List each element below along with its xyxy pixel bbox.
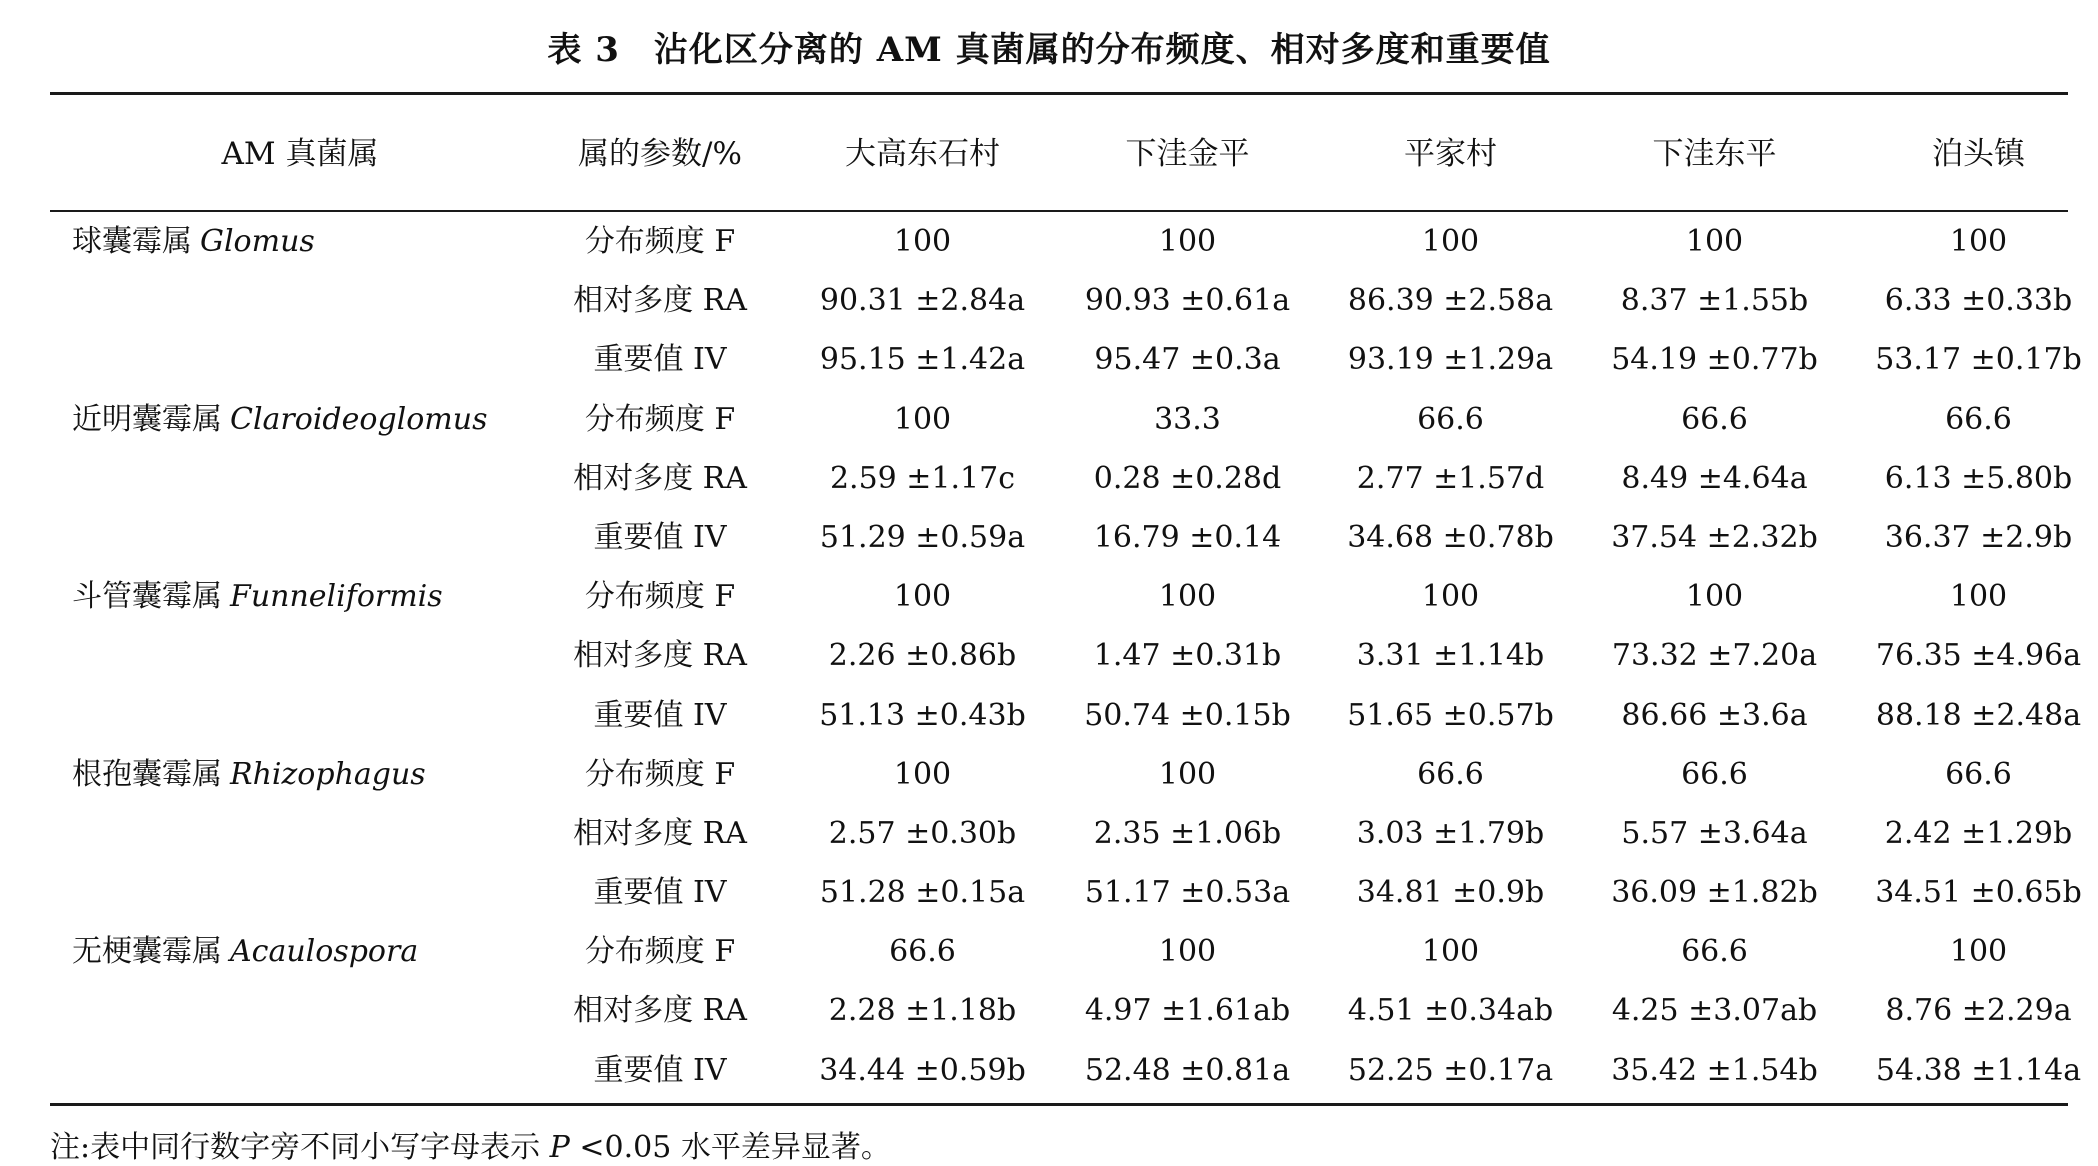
value-cell: 50.74 ±0.15b <box>1084 697 1291 733</box>
value-cell: 1.47 ±0.31b <box>1093 638 1282 674</box>
genus-name-latin: Glomus <box>200 224 315 259</box>
table-row <box>50 276 2073 335</box>
header-rule <box>50 210 2068 212</box>
genus-name-latin: Acaulospora <box>230 934 419 970</box>
value-cell: 86.39 ±2.58a <box>1347 283 1554 319</box>
header-site-2: 下洼金平 <box>1125 136 1250 172</box>
table-row <box>50 335 2082 394</box>
value-cell: 100 <box>1158 934 1217 970</box>
value-cell: 54.19 ±0.77b <box>1611 342 1818 378</box>
bottom-rule <box>50 1103 2068 1106</box>
genus-name-cn: 近明囊霉属 <box>72 401 222 437</box>
value-cell: 2.42 ±1.29b <box>1884 815 2073 851</box>
value-cell: 3.03 ±1.79b <box>1356 815 1545 851</box>
value-cell: 34.81 ±0.9b <box>1356 875 1545 911</box>
value-cell: 100 <box>1158 579 1217 615</box>
value-cell: 66.6 <box>1681 401 1748 437</box>
note-suffix: <0.05 水平差异显著。 <box>569 1130 891 1165</box>
value-cell: 66.6 <box>1945 756 2012 792</box>
top-rule <box>50 92 2068 95</box>
param-label: 相对多度 RA <box>573 283 747 319</box>
value-cell: 95.47 ±0.3a <box>1094 342 1281 378</box>
table-number: 表 3 <box>547 30 620 70</box>
value-cell: 8.37 ±1.55b <box>1620 283 1809 319</box>
param-label: 重要值 IV <box>593 342 727 378</box>
value-cell: 0.28 ±0.28d <box>1093 460 1282 496</box>
genus-name <box>72 217 315 276</box>
table-title: 沾化区分离的 AM 真菌属的分布频度、相对多度和重要值 <box>653 30 1551 70</box>
value-cell: 37.54 ±2.32b <box>1611 519 1818 555</box>
param-label: 相对多度 RA <box>573 993 747 1029</box>
param-label: 相对多度 RA <box>573 815 747 851</box>
table-note <box>50 1122 891 1166</box>
genus-name-latin: Funneliformis <box>230 579 443 615</box>
genus-name <box>72 572 443 631</box>
table-row <box>50 927 2068 986</box>
value-cell: 100 <box>1421 224 1480 259</box>
header-genus: AM 真菌属 <box>221 136 379 172</box>
value-cell: 66.6 <box>1681 756 1748 792</box>
value-cell: 95.15 ±1.42a <box>819 342 1026 378</box>
param-label: 分布频度 F <box>584 756 736 792</box>
table-row <box>50 986 2072 1045</box>
value-cell: 6.13 ±5.80b <box>1884 460 2073 496</box>
value-cell: 33.3 <box>1154 401 1221 437</box>
value-cell: 100 <box>1949 934 2008 970</box>
value-cell: 100 <box>893 401 952 437</box>
param-label: 分布频度 F <box>584 579 736 615</box>
value-cell: 2.59 ±1.17c <box>829 460 1016 496</box>
value-cell: 54.38 ±1.14a <box>1875 1052 2082 1088</box>
value-cell: 2.28 ±1.18b <box>828 993 1017 1029</box>
value-cell: 51.29 ±0.59a <box>819 519 1026 555</box>
param-label: 重要值 IV <box>593 1052 727 1088</box>
genus-name-cn: 根孢囊霉属 <box>72 756 222 792</box>
value-cell: 5.57 ±3.64a <box>1621 815 1808 851</box>
param-label: 分布频度 F <box>584 224 736 259</box>
value-cell: 51.65 ±0.57b <box>1347 697 1554 733</box>
value-cell: 100 <box>1158 756 1217 792</box>
value-cell: 51.13 ±0.43b <box>819 697 1026 733</box>
value-cell: 16.79 ±0.14 <box>1093 519 1282 555</box>
header-site-1: 大高东石村 <box>845 136 1000 172</box>
value-cell: 100 <box>893 579 952 615</box>
value-cell: 4.97 ±1.61ab <box>1084 993 1291 1029</box>
value-cell: 88.18 ±2.48a <box>1875 697 2082 733</box>
value-cell: 3.31 ±1.14b <box>1356 638 1545 674</box>
value-cell: 51.17 ±0.53a <box>1084 875 1291 911</box>
value-cell: 36.37 ±2.9b <box>1884 519 2073 555</box>
value-cell: 100 <box>1685 224 1744 259</box>
note-p-symbol: P <box>549 1130 570 1165</box>
value-cell: 2.77 ±1.57d <box>1356 460 1545 496</box>
table-row <box>50 809 2073 868</box>
value-cell: 52.25 ±0.17a <box>1347 1052 1554 1088</box>
value-cell: 76.35 ±4.96a <box>1875 638 2082 674</box>
value-cell: 100 <box>893 756 952 792</box>
value-cell: 8.76 ±2.29a <box>1885 993 2072 1029</box>
genus-name <box>72 395 487 454</box>
value-cell: 4.25 ±3.07ab <box>1611 993 1818 1029</box>
table-row <box>50 217 2068 276</box>
table-row <box>50 572 2068 631</box>
value-cell: 100 <box>1421 934 1480 970</box>
value-cell: 100 <box>1949 224 2008 259</box>
value-cell: 6.33 ±0.33b <box>1884 283 2073 319</box>
value-cell: 100 <box>1685 579 1744 615</box>
header-site-4: 下洼东平 <box>1652 136 1777 172</box>
value-cell: 86.66 ±3.6a <box>1621 697 1808 733</box>
value-cell: 2.26 ±0.86b <box>828 638 1017 674</box>
value-cell: 34.44 ±0.59b <box>819 1052 1026 1088</box>
value-cell: 36.09 ±1.82b <box>1611 875 1818 911</box>
value-cell: 66.6 <box>1417 401 1484 437</box>
param-label: 重要值 IV <box>593 519 727 555</box>
value-cell: 100 <box>893 224 952 259</box>
note-prefix: 注:表中同行数字旁不同小写字母表示 <box>50 1130 550 1165</box>
genus-name-latin: Rhizophagus <box>230 756 426 792</box>
value-cell: 73.32 ±7.20a <box>1611 638 1818 674</box>
value-cell: 34.51 ±0.65b <box>1875 875 2082 911</box>
table-row <box>50 513 2073 572</box>
value-cell: 2.57 ±0.30b <box>828 815 1017 851</box>
genus-name <box>72 750 426 809</box>
value-cell: 66.6 <box>1945 401 2012 437</box>
value-cell: 34.68 ±0.78b <box>1347 519 1554 555</box>
value-cell: 4.51 ±0.34ab <box>1347 993 1554 1029</box>
genus-name-latin: Claroideoglomus <box>230 401 488 437</box>
table-row <box>50 750 2068 809</box>
genus-name-cn: 斗管囊霉属 <box>72 579 222 615</box>
value-cell: 100 <box>1421 579 1480 615</box>
value-cell: 90.93 ±0.61a <box>1084 283 1291 319</box>
value-cell: 35.42 ±1.54b <box>1611 1052 1818 1088</box>
genus-name-cn: 球囊霉属 <box>72 224 192 259</box>
table-row <box>50 395 2068 454</box>
value-cell: 66.6 <box>889 934 956 970</box>
param-label: 分布频度 F <box>584 934 736 970</box>
table-row <box>50 1046 2082 1105</box>
value-cell: 8.49 ±4.64a <box>1621 460 1808 496</box>
value-cell: 52.48 ±0.81a <box>1084 1052 1291 1088</box>
table-row <box>50 868 2082 927</box>
table-row <box>50 691 2082 750</box>
table-row <box>50 631 2082 690</box>
table-row <box>50 454 2073 513</box>
value-cell: 53.17 ±0.17b <box>1875 342 2082 378</box>
param-label: 分布频度 F <box>584 401 736 437</box>
header-site-3: 平家村 <box>1404 136 1497 172</box>
value-cell: 93.19 ±1.29a <box>1347 342 1554 378</box>
value-cell: 100 <box>1158 224 1217 259</box>
param-label: 重要值 IV <box>593 875 727 911</box>
param-label: 相对多度 RA <box>573 460 747 496</box>
value-cell: 100 <box>1949 579 2008 615</box>
param-label: 重要值 IV <box>593 697 727 733</box>
genus-name-cn: 无梗囊霉属 <box>72 934 222 970</box>
genus-name <box>72 927 418 986</box>
param-label: 相对多度 RA <box>573 638 747 674</box>
table-caption <box>0 22 2098 71</box>
value-cell: 90.31 ±2.84a <box>819 283 1026 319</box>
value-cell: 51.28 ±0.15a <box>819 875 1026 911</box>
value-cell: 66.6 <box>1681 934 1748 970</box>
value-cell: 66.6 <box>1417 756 1484 792</box>
table-body <box>50 217 2082 1105</box>
value-cell: 2.35 ±1.06b <box>1093 815 1282 851</box>
header-param: 属的参数/% <box>578 136 742 172</box>
header-site-5: 泊头镇 <box>1932 136 2025 172</box>
